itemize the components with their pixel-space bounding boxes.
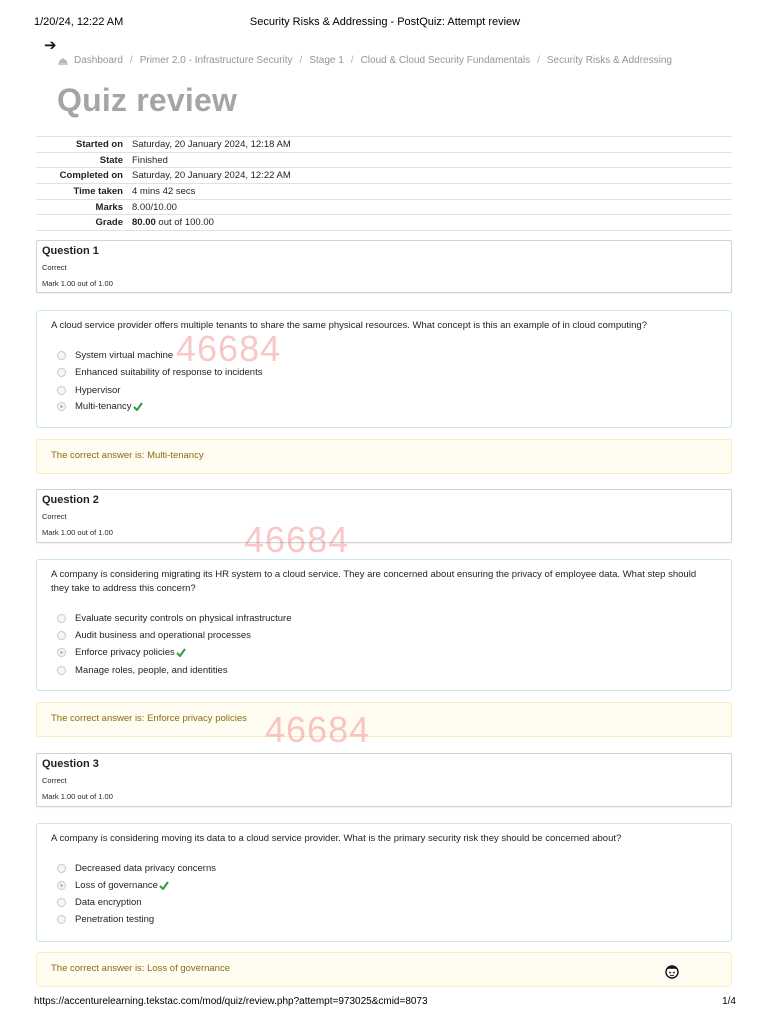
breadcrumb-separator: / [350, 55, 354, 66]
radio-button-selected[interactable] [57, 648, 66, 657]
summary-row [36, 168, 732, 184]
radio-button[interactable] [57, 368, 66, 377]
print-url: https://accenturelearning.tekstac.com/mod/quiz/review.php?attempt=973025&cmid=8073 [34, 996, 428, 1007]
watermark: 46684 [176, 328, 282, 369]
print-datetime: 1/20/24, 12:22 AM [34, 16, 124, 28]
breadcrumb-section[interactable]: Cloud & Cloud Security Fundamentals [360, 55, 531, 66]
radio-button[interactable] [57, 614, 66, 623]
question-mark: Mark 1.00 out of 1.00 [42, 528, 113, 537]
summary-label: Marks [95, 201, 123, 213]
answer-option[interactable] [57, 862, 216, 874]
radio-button-selected[interactable] [57, 402, 66, 411]
summary-label: State [99, 154, 123, 166]
radio-button[interactable] [57, 351, 66, 360]
summary-label: Completed on [59, 170, 123, 182]
answer-label: Enforce privacy policies [75, 646, 175, 658]
question-feedback [36, 439, 732, 474]
answer-label: Manage roles, people, and identities [75, 664, 228, 676]
summary-row [36, 199, 732, 215]
answer-label: Data encryption [75, 896, 142, 908]
radio-button[interactable] [57, 864, 66, 873]
breadcrumb-separator: / [299, 55, 303, 66]
question-feedback [36, 702, 732, 737]
summary-label: Grade [95, 217, 123, 229]
question-mark: Mark 1.00 out of 1.00 [42, 279, 113, 288]
summary-label: Time taken [73, 185, 123, 197]
question-number: Question 3 [42, 758, 99, 770]
answer-label: Hypervisor [75, 384, 121, 396]
question-text: A company is considering moving its data to a cloud service provider. What is the primary security risk they should be concerned about? [51, 833, 622, 844]
question-info [36, 489, 732, 543]
answer-option[interactable] [57, 384, 120, 396]
print-page-title: Security Risks & Addressing - PostQuiz: Attempt review [249, 16, 521, 28]
question-state: Correct [42, 776, 67, 785]
answer-option[interactable] [57, 612, 292, 624]
answer-label: System virtual machine [75, 349, 174, 361]
question-content [36, 559, 732, 691]
radio-button-selected[interactable] [57, 881, 66, 890]
breadcrumb-separator: / [129, 55, 133, 66]
arrow-left-icon[interactable]: ➔ [44, 37, 57, 54]
summary-value [132, 215, 732, 231]
breadcrumb-stage[interactable]: Stage 1 [309, 55, 344, 66]
grade-out-of: out of 100.00 [155, 217, 214, 229]
answer-option[interactable] [57, 664, 228, 676]
answer-option[interactable] [57, 646, 186, 658]
breadcrumb-quiz[interactable]: Security Risks & Addressing [546, 55, 672, 66]
summary-value: Saturday, 20 January 2024, 12:18 AM [132, 138, 291, 150]
summary-value: 4 mins 42 secs [132, 185, 196, 197]
question-text: A cloud service provider offers multiple tenants to share the same physical resources. What concept is this an example of in cloud computing? [51, 320, 647, 331]
answer-option[interactable] [57, 896, 142, 908]
radio-button[interactable] [57, 666, 66, 675]
answer-option[interactable] [57, 913, 154, 925]
answer-label: Evaluate security controls on physical infrastructure [75, 612, 292, 624]
summary-row [36, 137, 732, 153]
watermark: 46684 [244, 519, 350, 560]
breadcrumb-separator: / [537, 55, 540, 66]
breadcrumb [58, 55, 672, 66]
grade-value: 80.00 [132, 217, 156, 229]
question-mark: Mark 1.00 out of 1.00 [42, 792, 113, 801]
answer-label: Loss of governance [75, 879, 158, 891]
check-icon [159, 881, 169, 890]
answer-option[interactable] [57, 349, 173, 361]
question-feedback [36, 952, 732, 987]
question-content [36, 823, 732, 942]
question-content [36, 310, 732, 428]
breadcrumb-dashboard[interactable]: Dashboard [74, 55, 123, 66]
answer-label: Multi-tenancy [75, 400, 132, 412]
print-page-number: 1/4 [722, 996, 736, 1007]
attempt-summary-table [36, 136, 732, 231]
answer-option[interactable] [57, 879, 169, 891]
question-number: Question 2 [42, 494, 99, 506]
correct-answer-text: The correct answer is: Enforce privacy policies [51, 713, 247, 724]
summary-row [36, 184, 732, 200]
radio-button[interactable] [57, 898, 66, 907]
breadcrumb-course[interactable]: Primer 2.0 - Infrastructure Security [139, 55, 293, 66]
summary-row [36, 215, 732, 231]
question-state: Correct [42, 512, 67, 521]
question-info [36, 753, 732, 807]
avatar-icon[interactable] [662, 962, 682, 980]
correct-answer-text: The correct answer is: Loss of governance [51, 963, 231, 974]
answer-option[interactable] [57, 400, 143, 412]
question-number: Question 1 [42, 245, 99, 257]
summary-label: Started on [76, 138, 123, 150]
answer-option[interactable] [57, 629, 251, 641]
answer-option[interactable] [57, 366, 262, 378]
answer-label: Enhanced suitability of response to incidents [75, 366, 263, 378]
answer-label: Decreased data privacy concerns [75, 862, 216, 874]
radio-button[interactable] [57, 631, 66, 640]
print-header [34, 16, 736, 30]
summary-value: 8.00/10.00 [132, 201, 177, 213]
check-icon [176, 648, 186, 657]
correct-answer-text: The correct answer is: Multi-tenancy [51, 450, 204, 461]
summary-value: Finished [132, 154, 168, 166]
watermark: 46684 [265, 709, 371, 750]
question-text: A company is considering migrating its HR system to a cloud service. They are concerned about ensuring the privacy of employee data. What step should they take to address this concern? [51, 569, 697, 594]
answer-label: Penetration testing [75, 913, 155, 925]
radio-button[interactable] [57, 386, 66, 395]
answer-label: Audit business and operational processes [75, 629, 251, 641]
check-icon [133, 402, 143, 411]
home-icon[interactable] [58, 57, 68, 65]
page-title: Quiz review [57, 82, 238, 118]
summary-value: Saturday, 20 January 2024, 12:22 AM [132, 170, 291, 182]
question-state: Correct [42, 263, 67, 272]
radio-button[interactable] [57, 915, 66, 924]
summary-row [36, 152, 732, 168]
question-info [36, 240, 732, 293]
